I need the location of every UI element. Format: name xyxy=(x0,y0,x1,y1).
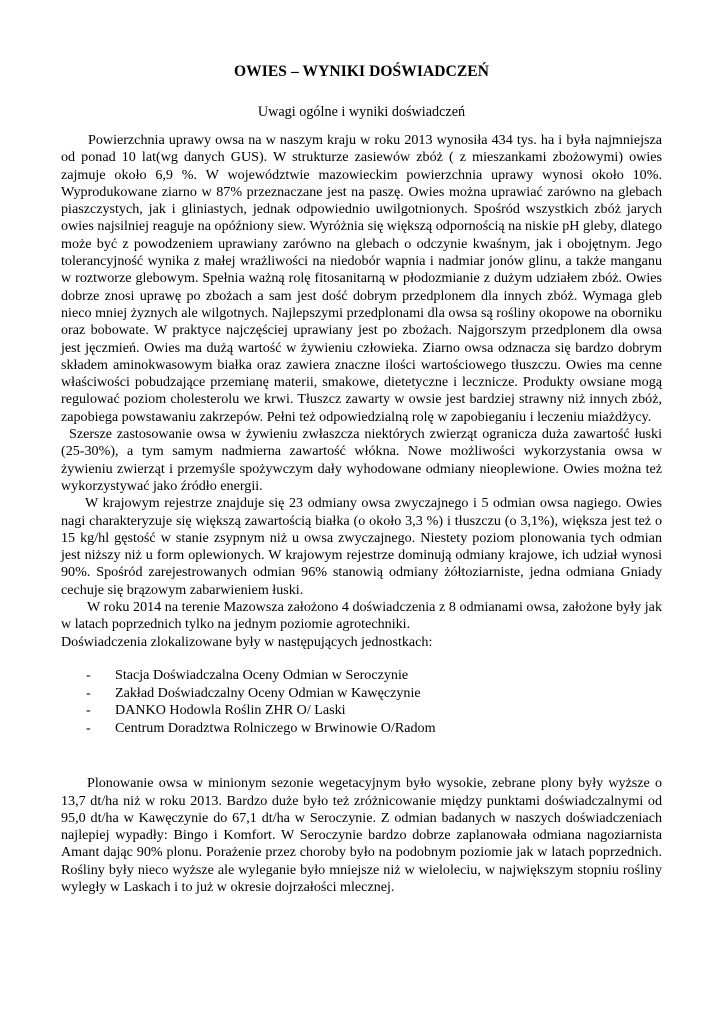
list-item xyxy=(86,685,662,703)
trial-sites-list xyxy=(61,667,662,737)
register-paragraph: W krajowym rejestrze znajduje się 23 odmiany owsa zwyczajnego i 5 odmian owsa nagiego. Owies nagi charakteryzuje się większą zawartością białka (o około 3,3 %) i tłuszczu (o 3,1%), większa jest też o 15 kg/hl gęstość w stanie zsypnym niż u owsa zwyczajnego. Niestety poziom plonowania tych odmian jest niższy niż u form oplewionych. W krajowym rejestrze dominują odmiany krajowe, ich udział wynosi 90%. Spośród zarejestrowanych odmian 96% stanowią odmiany żółtoziarniste, jedna odmiana Gniady cechuje się brązowym zabarwieniem łuski. xyxy=(61,495,662,598)
usage-paragraph: Szersze zastosowanie owsa w żywieniu zwłaszcza niektórych zwierząt ogranicza duża zawartość łuski (25-30%), a tym samym nadmierna zawartość włókna. Nowe możliwości wykorzystania owsa w żywieniu zwierząt i przemyśle spożywczym dały wyhodowane odmiany nieoplewione. Owies można też wykorzystywać jako źródło energii. xyxy=(61,426,662,494)
list-dash: - xyxy=(86,719,91,736)
list-item xyxy=(86,702,662,720)
section-gap xyxy=(61,737,662,775)
intro-paragraph: Powierzchnia uprawy owsa na w naszym kraju w roku 2013 wynosiła 434 tys. ha i była najmniejsza od ponad 10 lat(wg danych GUS). W strukturze zasiewów zbóż ( z mieszankami zbożowymi) owies zajmuje około 6,9 %. W województwie mazowieckim powierzchnia uprawy wynosi około 10%. Wyprodukowane ziarno w 87% przeznaczane jest na paszę. Owies można uprawiać zarówno na glebach piaszczystych, jak i gliniastych, jednak odpowiednio uwilgotnionych. Spośród wszystkich zbóż jarych owies najsilniej reaguje na opóźniony siew. Wyróżnia się większą odpornością na niskie pH gleby, dlatego może być z powodzeniem uprawiany zarówno na glebach o odczynie kwaśnym, jak i obojętnym. Jego tolerancyjność wynika z małej wrażliwości na niedobór wapnia i nadmiar jonów glinu, a także manganu w roztworze glebowym. Spełnia ważną rolę fitosanitarną w płodozmianie z dużym udziałem zbóż. Owies dobrze znosi uprawę po zbożach a sam jest dość dobrym przedplonem dla innych zbóż. Wymaga gleb nieco mniej żyznych ale wilgotnych. Najlepszymi przedplonami dla owsa są rośliny okopowe na oborniku oraz bobowate. W praktyce najczęściej uprawiany jest po zbożach. Najgorszym przedplonem dla owsa jest jęczmień. Owies ma dużą wartość w żywieniu człowieka. Ziarno owsa odznacza się bardzo dobrym składem aminokwasowym białka oraz zawiera znaczne ilości wartościowego tłuszczu. Owies ma cenne właściwości pobudzające przemianę materii, smakowe, dietetyczne i lecznicze. Produkty owsiane mogą regulować poziom cholesterolu we krwi. Tłuszcz zawarty w owsie jest bardziej strawny niż innych zbóż, zapobiega powstawaniu zakrzepów. Pełni też odpowiedzialną rolę w zapobieganiu i leczeniu miażdżycy. xyxy=(61,132,662,425)
list-item xyxy=(86,720,662,738)
list-dash: - xyxy=(86,666,91,683)
results-paragraph: Plonowanie owsa w minionym sezonie wegetacyjnym było wysokie, zebrane plony były wyższe o 13,7 dt/ha niż w roku 2013. Bardzo duże było też zróżnicowanie między punktami doświadczalnymi od 95,0 dt/ha w Kawęczynie do 67,1 dt/ha w Seroczynie. Z odmian badanych w naszych doświadczeniach najlepiej wypadły: Bingo i Komfort. W Seroczynie bardzo dobrze zaplanowała odmiana nagoziarnista Amant dając 90% plonu. Porażenie przez choroby było na podobnym poziomie jak w latach poprzednich. Rośliny były nieco wyższe ale wyleganie było mniejsze niż w wieloleciu, w największym stopniu rośliny wyległy w Laskach i to już w okresie dojrzałości mlecznej. xyxy=(61,775,662,896)
list-item-label: Centrum Doradztwa Rolniczego w Brwinowie O/Radom xyxy=(115,719,436,736)
list-item-label: Zakład Doświadczalny Oceny Odmian w Kawęczynie xyxy=(115,684,421,701)
list-item-label: DANKO Hodowla Roślin ZHR O/ Laski xyxy=(115,702,346,719)
page-subtitle: Uwagi ogólne i wyniki doświadczeń xyxy=(257,104,466,120)
list-dash: - xyxy=(86,702,91,719)
list-item-label: Stacja Doświadczalna Oceny Odmian w Seroczynie xyxy=(115,666,409,683)
trials-paragraph: W roku 2014 na terenie Mazowsza założono 4 doświadczenia z 8 odmianami owsa, założone były jak w latach poprzednich tylko na jednym poziomie agrotechniki. xyxy=(61,599,662,633)
list-item xyxy=(86,667,662,685)
page-title: OWIES – WYNIKI DOŚWIADCZEŃ xyxy=(233,63,490,80)
list-dash: - xyxy=(86,684,91,701)
locations-intro: Doświadczenia zlokalizowane były w następujących jednostkach: xyxy=(61,633,433,650)
